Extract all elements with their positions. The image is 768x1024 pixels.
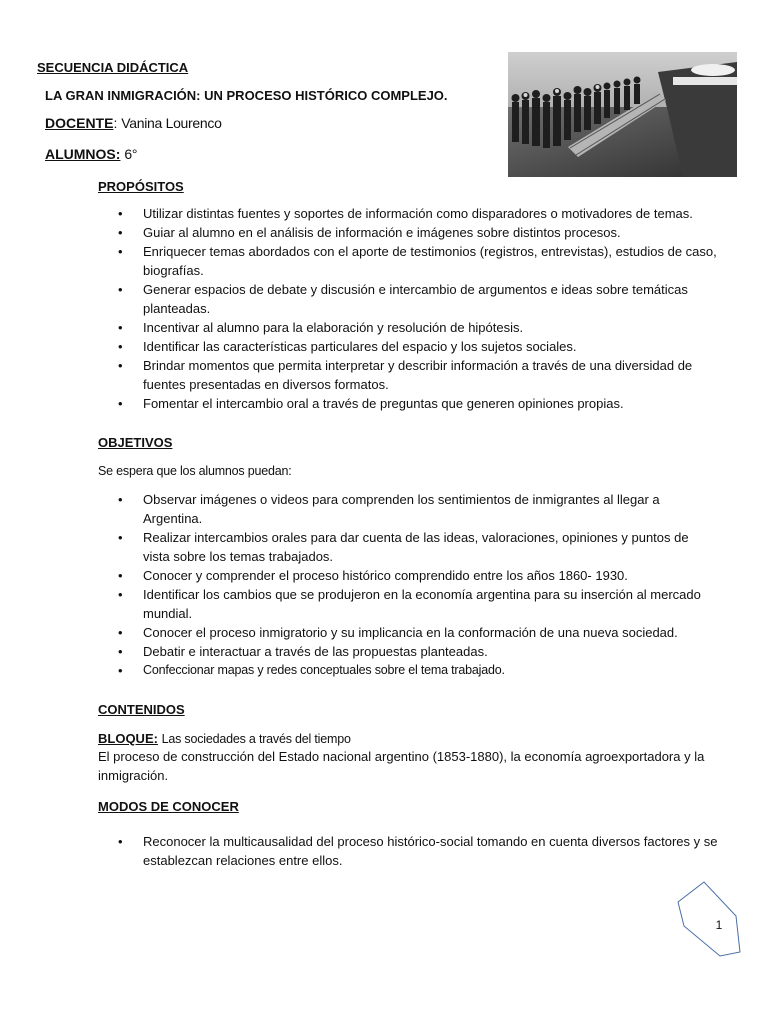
contenidos-heading: CONTENIDOS	[98, 702, 185, 717]
list-item: • Conocer el proceso inmigratorio y su implicancia en la conformación de una nueva sociedad.	[98, 623, 718, 642]
docente-value: Vanina Lourenco	[121, 115, 222, 131]
alumnos-label: ALUMNOS:	[45, 146, 121, 162]
list-item: • Identificar las características particulares del espacio y los sujetos sociales.	[98, 337, 718, 356]
list-item: • Identificar los cambios que se produjeron en la economía argentina para su inserción al mercado mundial.	[98, 585, 718, 623]
objetivos-heading: OBJETIVOS	[98, 435, 173, 450]
list-item: • Reconocer la multicausalidad del proceso histórico-social tomando en cuenta diversos factores y se establezcan relaciones entre ellos.	[98, 832, 718, 870]
propositos-list	[98, 204, 718, 413]
list-item: • Conocer y comprender el proceso histórico comprendido entre los años 1860- 1930.	[98, 566, 718, 585]
alumnos-row	[45, 145, 137, 164]
list-item: • Observar imágenes o videos para comprenden los sentimientos de inmigrantes al llegar a Argentina.	[98, 490, 718, 528]
page-number-badge	[674, 880, 744, 950]
list-item: • Debatir e interactuar a través de las propuestas planteadas.	[98, 642, 718, 661]
bloque-line	[98, 729, 738, 749]
docente-separator: :	[113, 115, 118, 131]
modos-list	[98, 832, 718, 870]
contenidos-description: El proceso de construcción del Estado nacional argentino (1853-1880), la economía agroexportadora y la inmigración.	[98, 749, 705, 783]
bloque-value: Las sociedades a través del tiempo	[161, 732, 351, 746]
modos-heading: MODOS DE CONOCER	[98, 799, 239, 814]
list-item: • Brindar momentos que permita interpretar y describir información a través de una diversidad de fuentes presentadas en diversos formatos.	[98, 356, 718, 394]
page-number: 1	[715, 918, 723, 932]
bloque-label: BLOQUE:	[98, 731, 158, 746]
docente-row	[45, 114, 222, 133]
document-title: SECUENCIA DIDÁCTICA	[37, 60, 189, 75]
list-item: • Incentivar al alumno para la elaboración y resolución de hipótesis.	[98, 318, 718, 337]
list-item: • Realizar intercambios orales para dar cuenta de las ideas, valoraciones, opiniones y puntos de vista sobre los temas trabajados.	[98, 528, 718, 566]
objetivos-intro: Se espera que los alumnos puedan:	[98, 464, 292, 478]
propositos-heading: PROPÓSITOS	[98, 179, 184, 194]
list-item: • Guiar al alumno en el análisis de información e imágenes sobre distintos procesos.	[98, 223, 718, 242]
list-item: • Generar espacios de debate y discusión e intercambio de argumentos e ideas sobre temáticas planteadas.	[98, 280, 718, 318]
list-item: • Fomentar el intercambio oral a través de preguntas que generen opiniones propias.	[98, 394, 718, 413]
document-subtitle: LA GRAN INMIGRACIÓN: UN PROCESO HISTÓRICO COMPLEJO.	[45, 88, 448, 103]
list-item: • Enriquecer temas abordados con el aporte de testimonios (registros, entrevistas), estudios de caso, biografías.	[98, 242, 718, 280]
immigration-photo	[508, 52, 737, 177]
alumnos-value: 6°	[124, 146, 138, 162]
docente-label: DOCENTE	[45, 115, 114, 131]
list-item: • Confeccionar mapas y redes conceptuales sobre el tema trabajado.	[98, 661, 718, 680]
objetivos-list	[98, 490, 718, 680]
list-item: • Utilizar distintas fuentes y soportes de información como disparadores o motivadores de temas.	[98, 204, 718, 223]
